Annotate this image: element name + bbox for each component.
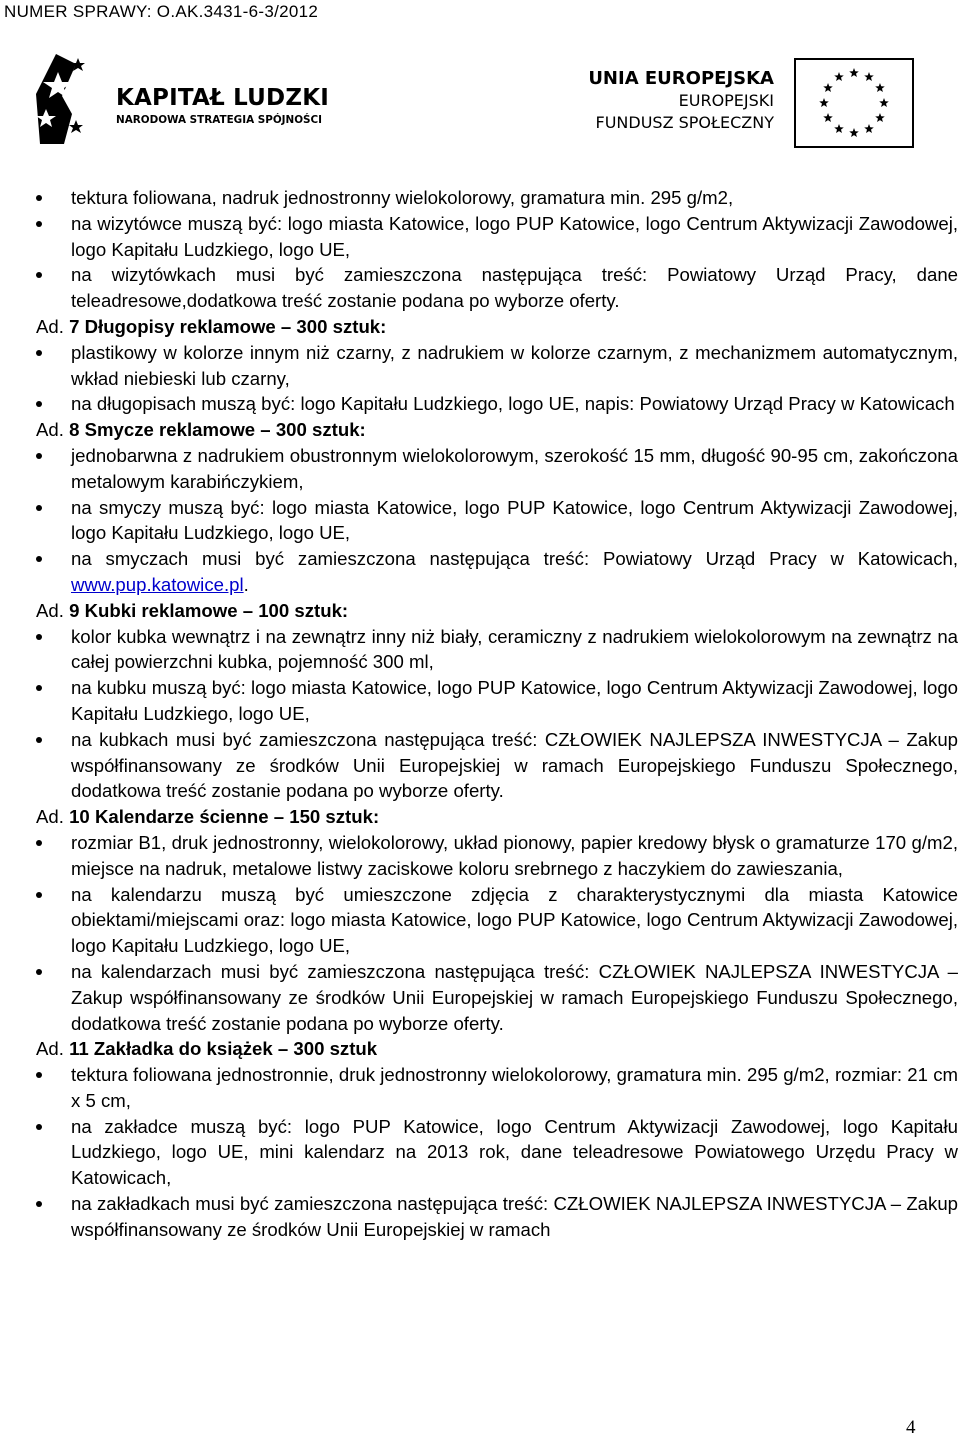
case-number: NUMER SPRAWY: O.AK.3431-6-3/2012 [4, 2, 319, 21]
list-item: na kalendarzach musi być zamieszczona następująca treść: CZŁOWIEK NAJLEPSZA INWESTYCJA – Zakup współfinansowany ze środków Unii Europejskiej w ramach Europejskiego Funduszu Społecznego, dodatkowa treść zostanie podana po wyborze oferty. [36, 959, 958, 1036]
ue-fund-line-2: FUNDUSZ SPOŁECZNY [595, 113, 774, 132]
eu-flag-icon [794, 58, 914, 148]
section-heading-text: 10 Kalendarze ścienne – 150 sztuk: [69, 806, 380, 828]
list-item: na wizytówce muszą być: logo miasta Katowice, logo PUP Katowice, logo Centrum Aktywizacji Zawodowej, logo Kapitału Ludzkiego, logo UE, [36, 211, 958, 263]
section-heading [36, 314, 958, 340]
section-heading-prefix: Ad. [36, 599, 64, 621]
page-number: 4 [906, 1417, 916, 1438]
kapital-ludzki-subtitle: NARODOWA STRATEGIA SPÓJNOŚCI [116, 114, 323, 126]
document-body [36, 185, 958, 1243]
bullet-list [36, 830, 958, 1036]
list-item: rozmiar B1, druk jednostronny, wielokolorowy, układ pionowy, papier kredowy błysk o gramaturze 170 g/m2, miejsce na nadruk, metalowe listwy zaciskowe koloru srebrnego z haczykiem do zawieszania, [36, 830, 958, 882]
kapital-ludzki-emblem-icon [36, 54, 106, 144]
section-heading [36, 417, 958, 443]
list-item: na zakładkach musi być zamieszczona następująca treść: CZŁOWIEK NAJLEPSZA INWESTYCJA – Zakup współfinansowany ze środków Unii Europejskiej w ramach [36, 1191, 958, 1243]
kapital-ludzki-logo [36, 54, 336, 144]
list-item [36, 546, 958, 598]
bullet-list [36, 624, 958, 805]
ue-fund-line-1: EUROPEJSKI [678, 91, 774, 110]
section-heading [36, 598, 958, 624]
ue-title: UNIA EUROPEJSKA [588, 68, 774, 89]
list-item: na kalendarzu muszą być umieszczone zdjęcia z charakterystycznymi dla miasta Katowice obiektami/miejscami oraz: logo miasta Katowice, logo PUP Katowice, logo Centrum Aktywizacji Zawodowej, logo Kapitału Ludzkiego, logo UE, [36, 882, 958, 959]
section-heading [36, 1036, 958, 1062]
section-heading-text: 7 Długopisy reklamowe – 300 sztuk: [69, 315, 387, 337]
list-item: tektura foliowana jednostronnie, druk jednostronny wielokolorowy, gramatura min. 295 g/m2, rozmiar: 21 cm x 5 cm, [36, 1062, 958, 1114]
list-item: na wizytówkach musi być zamieszczona następująca treść: Powiatowy Urząd Pracy, dane teleadresowe,dodatkowa treść zostanie podana po wyborze oferty. [36, 262, 958, 314]
unia-europejska-logo [586, 58, 914, 150]
list-item: na smyczy muszą być: logo miasta Katowice, logo PUP Katowice, logo Centrum Aktywizacji Zawodowej, logo Kapitału Ludzkiego, logo UE, [36, 495, 958, 547]
bullet-list [36, 1062, 958, 1243]
section-heading-prefix: Ad. [36, 315, 64, 337]
list-item: kolor kubka wewnątrz i na zewnątrz inny niż biały, ceramiczny z nadrukiem wielokolorowym na zewnątrz na całej powierzchni kubka, pojemność 300 ml, [36, 624, 958, 676]
list-item: na zakładce muszą być: logo PUP Katowice, logo Centrum Aktywizacji Zawodowej, logo Kapitału Ludzkiego, logo UE, mini kalendarz na 2013 rok, dane teleadresowe Powiatowego Urzędu Pracy w Katowicach, [36, 1114, 958, 1191]
list-item: na długopisach muszą być: logo Kapitału Ludzkiego, logo UE, napis: Powiatowy Urząd Pracy w Katowicach [36, 391, 958, 417]
section-heading-text: 9 Kubki reklamowe – 100 sztuk: [69, 599, 349, 621]
kapital-ludzki-title: KAPITAŁ LUDZKI [116, 85, 329, 111]
list-item: plastikowy w kolorze innym niż czarny, z nadrukiem w kolorze czarnym, z mechanizmem automatycznym, wkład niebieski lub czarny, [36, 340, 958, 392]
section-heading-text: 8 Smycze reklamowe – 300 sztuk: [69, 419, 366, 441]
bullet-list [36, 340, 958, 417]
section-heading-text: 11 Zakładka do książek – 300 sztuk [69, 1038, 378, 1060]
list-item: tektura foliowana, nadruk jednostronny wielokolorowy, gramatura min. 295 g/m2, [36, 185, 958, 211]
website-link[interactable]: www.pup.katowice.pl [71, 573, 244, 595]
section-heading-prefix: Ad. [36, 1038, 64, 1060]
section-heading-prefix: Ad. [36, 806, 64, 828]
section-heading [36, 804, 958, 830]
list-item: na kubkach musi być zamieszczona następująca treść: CZŁOWIEK NAJLEPSZA INWESTYCJA – Zakup współfinansowany ze środków Unii Europejskiej w ramach Europejskiego Funduszu Społecznego, dodatkowa treść zostanie podana po wyborze oferty. [36, 727, 958, 804]
section-heading-prefix: Ad. [36, 419, 64, 441]
bullet-list [36, 443, 958, 598]
list-item-text-end: . [243, 573, 249, 595]
bullet-list [36, 185, 958, 314]
list-item-text: na smyczach musi być zamieszczona następująca treść: Powiatowy Urząd Pracy w Katowicach, [71, 548, 958, 570]
list-item: jednobarwna z nadrukiem obustronnym wielokolorowym, szerokość 15 mm, długość 90-95 cm, zakończona metalowym karabińczykiem, [36, 443, 958, 495]
list-item: na kubku muszą być: logo miasta Katowice, logo PUP Katowice, logo Centrum Aktywizacji Zawodowej, logo Kapitału Ludzkiego, logo UE, [36, 675, 958, 727]
